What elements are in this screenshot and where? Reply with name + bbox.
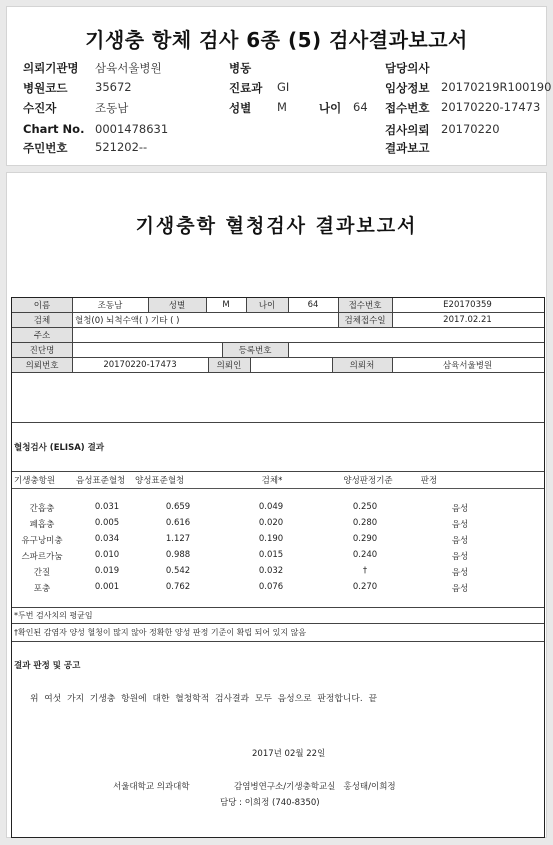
elisa-cell-antigen: 간흡충 [29,504,55,514]
elisa-row [12,502,544,516]
form-specimen-date-label: 검체접수일 [338,312,392,327]
form-age-label: 나이 [246,298,288,312]
conclusion-contact: 담당 : 이희정 (740-8350) [220,798,320,808]
elisa-cell-result: 음성 [451,536,469,546]
form-receipt-label: 접수번호 [338,298,392,312]
elisa-cell-antigen: 유구낭미충 [21,536,63,546]
elisa-cell-result: 음성 [451,504,469,514]
conclusion-org-right: 감염병연구소/기생충학교실 홍성태/이희정 [234,782,396,792]
form-requester-value [250,357,332,372]
form-reg-no-value [288,342,543,357]
elisa-row [12,550,544,564]
form-specimen-date-value: 2017.02.21 [443,314,492,325]
elisa-note-cutoff: †확인된 감염자 양성 혈청이 많지 않아 정확한 양성 판정 기준이 확립 되어 있지 않음 [14,628,307,637]
elisa-cell-sample: 0.032 [258,566,284,576]
age-value: 64 [353,100,368,114]
rrn-value: 521202-- [95,140,148,154]
elisa-cell-pos: 0.616 [165,518,191,528]
elisa-cell-sample: 0.020 [258,518,284,528]
elisa-cell-antigen: 스파르가눔 [21,552,63,562]
col-positive: 양성표준혈청 [135,476,185,486]
form-sex-value: M [222,300,230,310]
form-diagnosis-label: 진단명 [12,342,72,357]
elisa-cell-sample: 0.076 [258,582,284,592]
hospital-code-label: 병원코드 [23,81,68,95]
header-title: 기생충 항체 검사 6종 (5) 검사결과보고서 [85,28,468,52]
clinical-info-value: 20170219R100190 [441,80,552,94]
elisa-cell-antigen: 간질 [33,568,51,578]
elisa-cell-result: 음성 [451,520,469,530]
elisa-cell-pos: 0.542 [165,566,191,576]
form-diagnosis-value [72,342,222,357]
elisa-cell-antigen: 포충 [33,584,51,594]
hospital-code-value: 35672 [95,80,132,94]
elisa-cell-result: 음성 [451,584,469,594]
conclusion-org-left: 서울대학교 의과대학 [113,782,190,792]
chart-no-label: Chart No. [23,122,85,136]
form-name-value: 조동남 [97,301,123,311]
conclusion-text: 위 여섯 가지 기생충 항원에 대한 혈청학적 검사결과 모두 음성으로 판정합니다. 끝 [30,694,377,704]
col-sample: 검체* [261,476,283,486]
request-date-label: 검사의뢰 [385,123,430,137]
form-requester-label: 의뢰인 [208,357,250,372]
form-sex-label: 성별 [148,298,206,312]
col-antigen: 기생충항원 [14,476,56,486]
department-value: GI [277,80,290,94]
chart-no-value: 0001478631 [95,122,169,136]
elisa-header-row [12,474,544,488]
report-title: 기생충학 혈청검사 결과보고서 [135,215,418,237]
elisa-cell-antigen: 폐흡충 [29,520,55,530]
elisa-cell-result: 음성 [451,568,469,578]
elisa-cell-neg: 0.031 [94,502,120,512]
elisa-cell-result: 음성 [451,552,469,562]
elisa-cell-sample: 0.190 [258,534,284,544]
elisa-cell-cutoff: 0.280 [352,518,378,528]
form-request-org-value: 삼육서울병원 [442,360,493,371]
elisa-cell-pos: 0.659 [165,502,191,512]
elisa-cell-sample: 0.049 [258,502,284,512]
col-cutoff: 양성판정기준 [343,476,393,486]
form-age-value: 64 [307,300,319,310]
report-label: 결과보고 [385,141,430,155]
form-reg-no-label: 등록번호 [222,342,288,357]
institution-label: 의뢰기관명 [23,61,79,75]
elisa-cell-neg: 0.019 [94,566,120,576]
elisa-cell-pos: 1.127 [165,534,191,544]
elisa-section-title: 혈청검사 (ELISA) 결과 [14,443,105,453]
elisa-table [12,471,544,607]
doctor-label: 담당의사 [385,61,430,75]
lab-header-card [6,6,552,166]
elisa-cell-cutoff: 0.250 [352,502,378,512]
elisa-cell-cutoff: 0.290 [352,534,378,544]
report-form [11,297,545,838]
form-specimen-value: 혈청(0) 뇌척수액( ) 기타 ( ) [75,315,180,326]
form-name-label: 이름 [12,298,72,312]
form-address-value [72,327,543,342]
elisa-row [12,518,544,532]
elisa-cell-neg: 0.001 [94,582,120,592]
conclusion-title: 결과 판정 및 공고 [14,661,81,671]
scanned-report [6,172,547,838]
elisa-note-average: *두번 검사치의 평균임 [14,611,93,620]
elisa-row [12,534,544,548]
form-specimen-label: 검체 [12,312,72,327]
rrn-label: 주민번호 [23,141,68,155]
form-request-no-label: 의뢰번호 [12,357,72,372]
elisa-cell-sample: 0.015 [258,550,284,560]
receipt-no-value: 20170220-17473 [441,100,541,114]
age-label: 나이 [319,101,342,115]
sex-label: 성별 [229,101,252,115]
request-date-value: 20170220 [441,122,500,136]
elisa-row [12,566,544,580]
institution-value: 삼육서울병원 [95,61,162,75]
elisa-cell-cutoff: † [362,566,368,576]
col-result: 판정 [420,476,438,486]
elisa-cell-neg: 0.005 [94,518,120,528]
form-address-label: 주소 [12,327,72,342]
col-negative: 음성표준혈청 [76,476,126,486]
patient-label: 수진자 [23,101,57,115]
elisa-row [12,582,544,596]
department-label: 진료과 [229,81,263,95]
conclusion-date: 2017년 02월 22일 [252,749,326,759]
elisa-cell-neg: 0.034 [94,534,120,544]
ward-label: 병동 [229,61,252,75]
clinical-info-label: 임상정보 [385,81,430,95]
sex-value: M [277,100,287,114]
elisa-cell-cutoff: 0.270 [352,582,378,592]
receipt-no-label: 접수번호 [385,101,430,115]
patient-value: 조동남 [95,101,129,115]
elisa-cell-pos: 0.988 [165,550,191,560]
form-request-no-value: 20170220-17473 [103,359,177,370]
elisa-cell-pos: 0.762 [165,582,191,592]
elisa-cell-neg: 0.010 [94,550,120,560]
form-request-org-label: 의뢰처 [332,357,392,372]
form-receipt-value: E20170359 [443,300,492,310]
elisa-cell-cutoff: 0.240 [352,550,378,560]
